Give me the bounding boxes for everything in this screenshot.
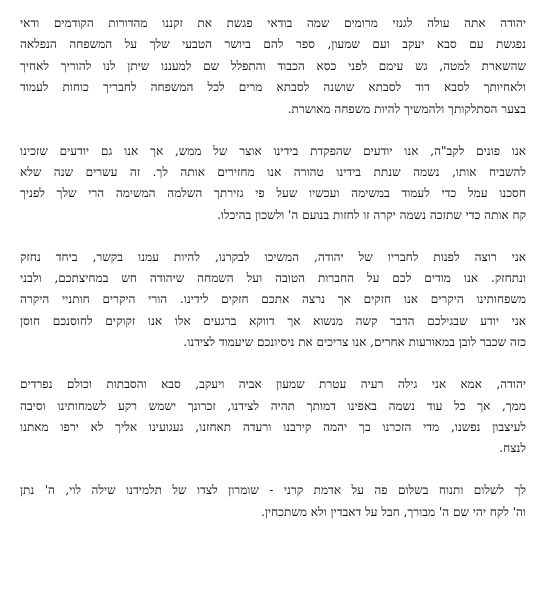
paragraph-closing: [20, 480, 526, 523]
paragraph-address-to-god: [20, 141, 526, 227]
text-line: אני רוצה לפנות לחבריו של יהודה, המשיכו לבקרנו, להיות עמנו בקשר, ביחד נחזק: [20, 249, 526, 264]
text-line: ולאחיותך לסבא דוד לסבתא שושנה לסבתא מרים לכל המשפחה לחבריך כוחות לעמוד: [20, 80, 526, 95]
text-line: ונתחזק. אנו מודים לכם על החברות הטובה ועל השמחה שיהודה חש במחיצתכם, ולבני: [20, 271, 526, 286]
text-line: לעיצבון נפשנו, מדי הזכרנו בך יהמה קירבנו ורעדה תאחזנו, געגועינו אליך לא ירפו מאתנו: [20, 420, 526, 434]
text-line: כזה שכבר לובן במאורעות אחרים, אנו צריכים את ניסיונכם שיעמוד לצידנו.: [183, 335, 526, 350]
text-line: חסכנו עמל כדי לעמוד במשימה ועכשיו שעל פי גזירתך השלמה המשימה הרי שלך לפניך: [20, 186, 526, 201]
text-line: לנצח.: [499, 441, 526, 456]
text-line: וה' לקח יהי שם ה' מבורך, חבל על דאבדין ולא משתכחין.: [261, 504, 526, 519]
text-line: נפגשת עם סבא יעקב ועם שמעון, ספר להם ביושר הטבעי שלך על המשפחה הנפלאה: [20, 37, 526, 52]
paragraph-farewell-above: [20, 13, 526, 120]
text-line: שהשארת למטה, גש עימם לפני כסא הכבוד והתפלל שם למעננו שיתן לנו להוריך לאחיך: [20, 58, 526, 73]
text-line: ממך, אך כל עוד נשמה באפינו דמותך תהיה לצידנו, זכרונך ישמש רקע לשמחותינו וסיבה: [20, 398, 526, 413]
text-line: בצער הסתלקותך ולהמשיך להיות משפחה מאושרת.: [287, 101, 526, 116]
text-line: משפחותינו היקרים אנו חזקים אך נרצה אתכם חזקים לידינו. הורי היקרים חותניי היקרה: [20, 292, 526, 307]
text-line: יהודה אתה עולה לגנזי מרומים שמה בודאי פגשת את זקננו מהדורות הקודמים ודאי: [20, 16, 526, 30]
text-line: לך לשלום ותנוח בשלום פה על אדמת קרני - שומרון לצדו של תלמידנו שילה לוי, ה' נתן: [20, 483, 526, 498]
paragraph-address-to-friends: [20, 247, 526, 354]
text-line: אנו פונים לקב"ה, אנו יודעים שהפקדת בידינו אוצר של ממש, אך אנו גם יודעים שזכינו: [20, 143, 526, 158]
text-line: יהודה, אמא אני גילה רעיה עטרת שמעון אביה ויעקב, סבא והסבתות וכולם נפרדים: [20, 377, 526, 392]
text-line: קח אותה כדי שתזכה נשמה יקרה זו לחזות בנועם ה' ולשכון בהיכלו.: [217, 207, 526, 222]
paragraph-family-farewell: [20, 374, 526, 460]
text-line: אני יודע שבגילכם הדבר קשה מנשוא אך דווקא ברגעים אלו אנו זקוקים לחוסנכם חוסן: [20, 313, 526, 328]
text-line: להשביח אותו, נשמה שנתת בידינו טהורה אנו מחזירים אותה לך. זה עשרים שנה שלא: [20, 164, 526, 179]
